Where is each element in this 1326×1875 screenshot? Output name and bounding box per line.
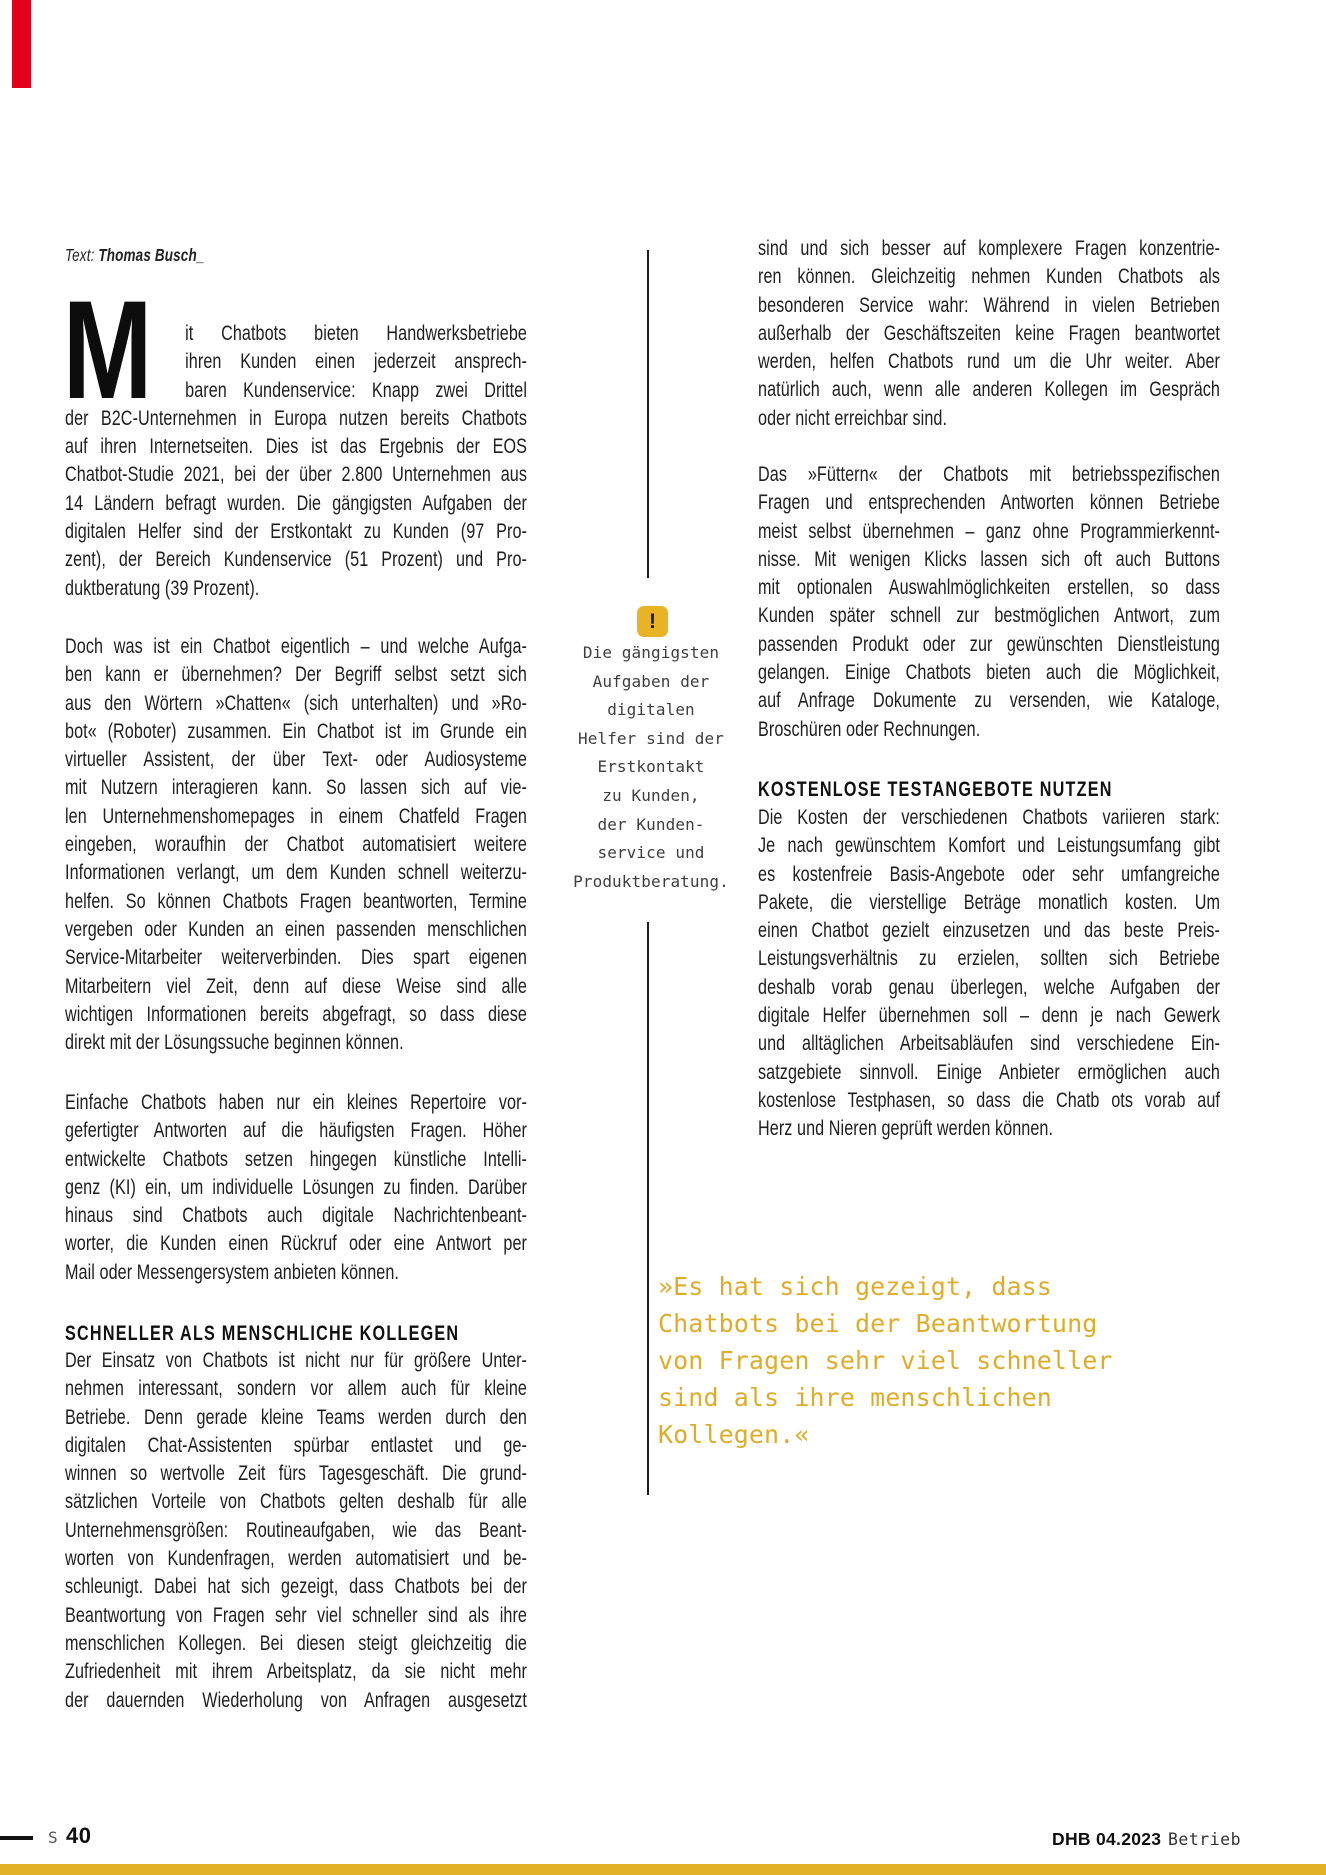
body-paragraph: [65, 633, 527, 1057]
text-line: mit optionalen Auswahlmöglichkeiten erstellen, so dass: [758, 576, 1220, 600]
text-line: außerhalb der Geschäftszeiten keine Fragen beantwortet: [758, 321, 1220, 345]
text-line: Einfache Chatbots haben nur ein kleines Repertoire vor-: [65, 1091, 527, 1114]
text-line: auf Anfrage Dokumente zu versenden, wie Kataloge,: [758, 689, 1220, 713]
text-line: Doch was ist ein Chatbot eigentlich – und welche Aufga-: [65, 635, 527, 658]
text-line: winnen so wertvolle Zeit fürs Tagesgeschäft. Die grund-: [65, 1462, 527, 1486]
section-heading: KOSTENLOSE TESTANGEBOTE NUTZEN: [758, 778, 1113, 801]
text-line: direkt mit der Lösungssuche beginnen können.: [65, 1031, 404, 1055]
text-line: Mail oder Messengersystem anbieten können.: [65, 1260, 400, 1284]
text-line: Betriebe. Denn gerade kleine Teams werden durch den: [65, 1405, 527, 1429]
text-line: ben kann er übernehmen? Der Begriff selbst setzt sich: [65, 663, 527, 687]
body-paragraph: [758, 235, 1220, 433]
text-line: Mitarbeitern viel Zeit, denn auf diese Weise sind alle: [65, 974, 527, 998]
text-line: es kostenfreie Basis-Angebote oder sehr umfangreiche: [758, 862, 1220, 886]
text-line: vergeben oder Kunden an einen passenden menschlichen: [65, 917, 527, 941]
text-line: Kunden später schnell zur bestmöglichen Antwort, zum: [758, 604, 1220, 628]
text-line: sind als ihre menschlichen: [658, 1383, 1052, 1412]
text-line: Leistungsverhältnis zu erzielen, sollten sich Betriebe: [758, 947, 1220, 971]
text-line: menschlichen Kollegen. Bei diesen steigt gleichzeitig die: [65, 1631, 527, 1655]
left-column: [62, 0, 527, 1875]
text-line: hinaus sind Chatbots auch digitale Nachrichtenbeant-: [65, 1204, 527, 1228]
footer-rule: [0, 1836, 33, 1840]
text-line: 14 Ländern befragt wurden. Die gängigsten Aufgaben der: [65, 491, 527, 515]
text-line: nisse. Mit wenigen Klicks lassen sich oft auch Buttons: [758, 547, 1220, 571]
text-line: Zufriedenheit mit ihrem Arbeitsplatz, da sie nicht mehr: [65, 1660, 527, 1684]
column-divider: [647, 922, 649, 1495]
body-paragraph: [758, 461, 1220, 744]
text-line: der Kunden-: [597, 814, 705, 834]
body-paragraph: [758, 804, 1220, 1144]
text-line: it Chatbots bieten Handwerksbetriebe: [185, 322, 527, 345]
text-line: Service-Mitarbeiter weiterverbinden. Dies spart eigenen: [65, 946, 527, 970]
text-line: Die Kosten der verschiedenen Chatbots variieren stark:: [758, 806, 1220, 829]
text-line: duktberatung (39 Prozent).: [65, 576, 260, 600]
text-line: Beantwortung von Fragen sehr viel schneller sind als ihre: [65, 1603, 527, 1627]
text-line: deshalb vorab genau überlegen, welche Aufgaben der: [758, 975, 1220, 999]
body-paragraph: [65, 1347, 527, 1715]
text-line: ihren Kunden einen jederzeit ansprech-: [185, 350, 527, 374]
text-line: digitale Helfer übernehmen soll – denn je nach Gewerk: [758, 1004, 1220, 1028]
text-line: eingeben, woraufhin der Chatbot automatisiert weitere: [65, 833, 527, 857]
text-line: Die gängigsten: [582, 643, 720, 662]
text-line: meist selbst übernehmen – ganz ohne Programmierkennt-: [758, 519, 1220, 543]
text-line: Pakete, die vierstellige Beträge monatlich kosten. Um: [758, 890, 1220, 914]
drop-cap: M: [62, 271, 153, 428]
body-paragraph: [65, 1089, 527, 1287]
byline-author: Thomas Busch: [98, 245, 197, 265]
text-line: Produktberatung.: [573, 871, 729, 891]
text-line: einen Chatbot gezielt einzusetzen und das beste Preis-: [758, 919, 1220, 943]
exclamation-icon: !: [637, 606, 668, 637]
text-line: Broschüren oder Rechnungen.: [758, 717, 981, 741]
footer-section: Betrieb: [1168, 1830, 1242, 1849]
text-line: service und: [597, 843, 705, 863]
footer-page-prefix: S: [48, 1828, 58, 1847]
text-line: gelangen. Einige Chatbots bieten auch die Möglichkeit,: [758, 661, 1220, 685]
text-line: gefertigter Antworten auf die häufigsten Fragen. Höher: [65, 1119, 527, 1143]
text-line: der B2C-Unternehmen in Europa nutzen bereits Chatbots: [65, 406, 527, 430]
text-line: Je nach gewünschtem Komfort und Leistungsumfang gibt: [758, 834, 1220, 858]
text-line: Chatbot-Studie 2021, bei der über 2.800 Unternehmen aus: [65, 463, 527, 487]
text-line: bot« (Roboter) zusammen. Ein Chatbot ist im Grunde ein: [65, 719, 527, 743]
red-accent-bar: [12, 0, 31, 88]
text-line: kostenlose Testphasen, so dass die Chatb ots vorab auf: [758, 1088, 1220, 1112]
text-line: entwickelte Chatbots setzen hingegen künstliche Intelli-: [65, 1147, 527, 1171]
text-line: passenden Produkt oder zur gewünschten Dienstleistung: [758, 632, 1220, 656]
text-line: besonderen Service wahr: Während in vielen Betrieben: [758, 293, 1220, 317]
footer-issue: DHB 04.2023: [1052, 1829, 1162, 1849]
text-line: »Es hat sich gezeigt, dass: [658, 1272, 1052, 1301]
text-line: Der Einsatz von Chatbots ist nicht nur für größere Unter-: [65, 1349, 527, 1372]
right-column: [758, 0, 1220, 1875]
text-line: oder nicht erreichbar sind.: [758, 406, 948, 430]
text-line: satzgebiete sinnvoll. Einige Anbieter ermöglichen auch: [758, 1060, 1220, 1084]
text-line: baren Kundenservice: Knapp zwei Drittel: [185, 378, 527, 402]
byline: [65, 245, 204, 266]
footer-page-number: 40: [66, 1823, 92, 1848]
text-line: worten von Kundenfragen, werden automatisiert und be-: [65, 1547, 527, 1571]
pull-quote: [658, 1268, 1218, 1453]
text-line: digitalen: [607, 700, 695, 720]
text-line: len Unternehmenshomepages in einem Chatfeld Fragen: [65, 804, 527, 828]
text-line: werden, helfen Chatbots rund um die Uhr weiter. Aber: [758, 350, 1220, 374]
text-line: Informationen verlangt, um dem Kunden schnell weiterzu-: [65, 861, 527, 885]
section-heading: SCHNELLER ALS MENSCHLICHE KOLLEGEN: [65, 1322, 460, 1345]
text-line: digitalen Helfer sind der Erstkontakt zu Kunden (97 Pro-: [65, 520, 527, 544]
text-line: ren können. Gleichzeitig nehmen Kunden Chatbots als: [758, 265, 1220, 289]
text-line: aus den Wörtern »Chatten« (sich unterhalten) und »Ro-: [65, 691, 527, 715]
text-line: digitalen Chat-Assistenten spürbar entlastet und ge-: [65, 1433, 527, 1457]
text-line: virtueller Assistent, der über Text- oder Audiosysteme: [65, 748, 527, 772]
byline-label: Text:: [65, 245, 95, 265]
column-divider: [647, 250, 649, 578]
text-line: Chatbots bei der Beantwortung: [658, 1309, 1098, 1338]
text-line: wichtigen Informationen bereits abgefragt, so dass diese: [65, 1002, 527, 1026]
text-line: sätzlichen Vorteile von Chatbots gelten deshalb für alle: [65, 1490, 527, 1514]
text-line: der dauernden Wiederholung von Anfragen ausgesetzt: [65, 1688, 527, 1712]
text-line: sind und sich besser auf komplexere Fragen konzentrie-: [758, 237, 1220, 260]
bottom-accent-bar: [0, 1864, 1326, 1875]
text-line: auf ihren Internetseiten. Dies ist das Ergebnis der EOS: [65, 435, 527, 459]
text-line: worter, die Kunden einen Rückruf oder eine Antwort per: [65, 1232, 527, 1256]
text-line: genz (KI) ein, um individuelle Lösungen zu finden. Darüber: [65, 1175, 527, 1199]
text-line: Helfer sind der: [578, 728, 724, 748]
text-line: zu Kunden,: [602, 785, 700, 805]
callout-text: [531, 639, 771, 896]
text-line: Unternehmensgrößen: Routineaufgaben, wie das Beant-: [65, 1518, 527, 1542]
text-line: Fragen und entsprechenden Antworten können Betriebe: [758, 491, 1220, 515]
text-line: helfen. So können Chatbots Fragen beantworten, Termine: [65, 889, 527, 913]
text-line: Aufgaben der: [592, 671, 710, 691]
text-line: natürlich auch, wenn alle anderen Kollegen im Gespräch: [758, 378, 1220, 402]
text-line: Kollegen.«: [658, 1420, 810, 1449]
text-line: mit Nutzern interagieren kann. So lassen sich auf vie-: [65, 776, 527, 800]
text-line: Herz und Nieren geprüft werden können.: [758, 1117, 1054, 1141]
byline-underscore: _: [196, 245, 205, 265]
text-line: Das »Füttern« der Chatbots mit betriebsspezifischen: [758, 463, 1220, 486]
text-line: zent), der Bereich Kundenservice (51 Prozent) und Pro-: [65, 548, 527, 572]
body-paragraph: [65, 320, 527, 603]
text-line: schleunigt. Dabei hat sich gezeigt, dass Chatbots bei der: [65, 1575, 527, 1599]
text-line: Erstkontakt: [597, 757, 705, 777]
text-line: nehmen interessant, sondern vor allem auch für kleine: [65, 1377, 527, 1401]
text-line: von Fragen sehr viel schneller: [658, 1346, 1113, 1375]
text-line: und alltäglichen Arbeitsabläufen sind verschiedene Ein-: [758, 1032, 1220, 1056]
